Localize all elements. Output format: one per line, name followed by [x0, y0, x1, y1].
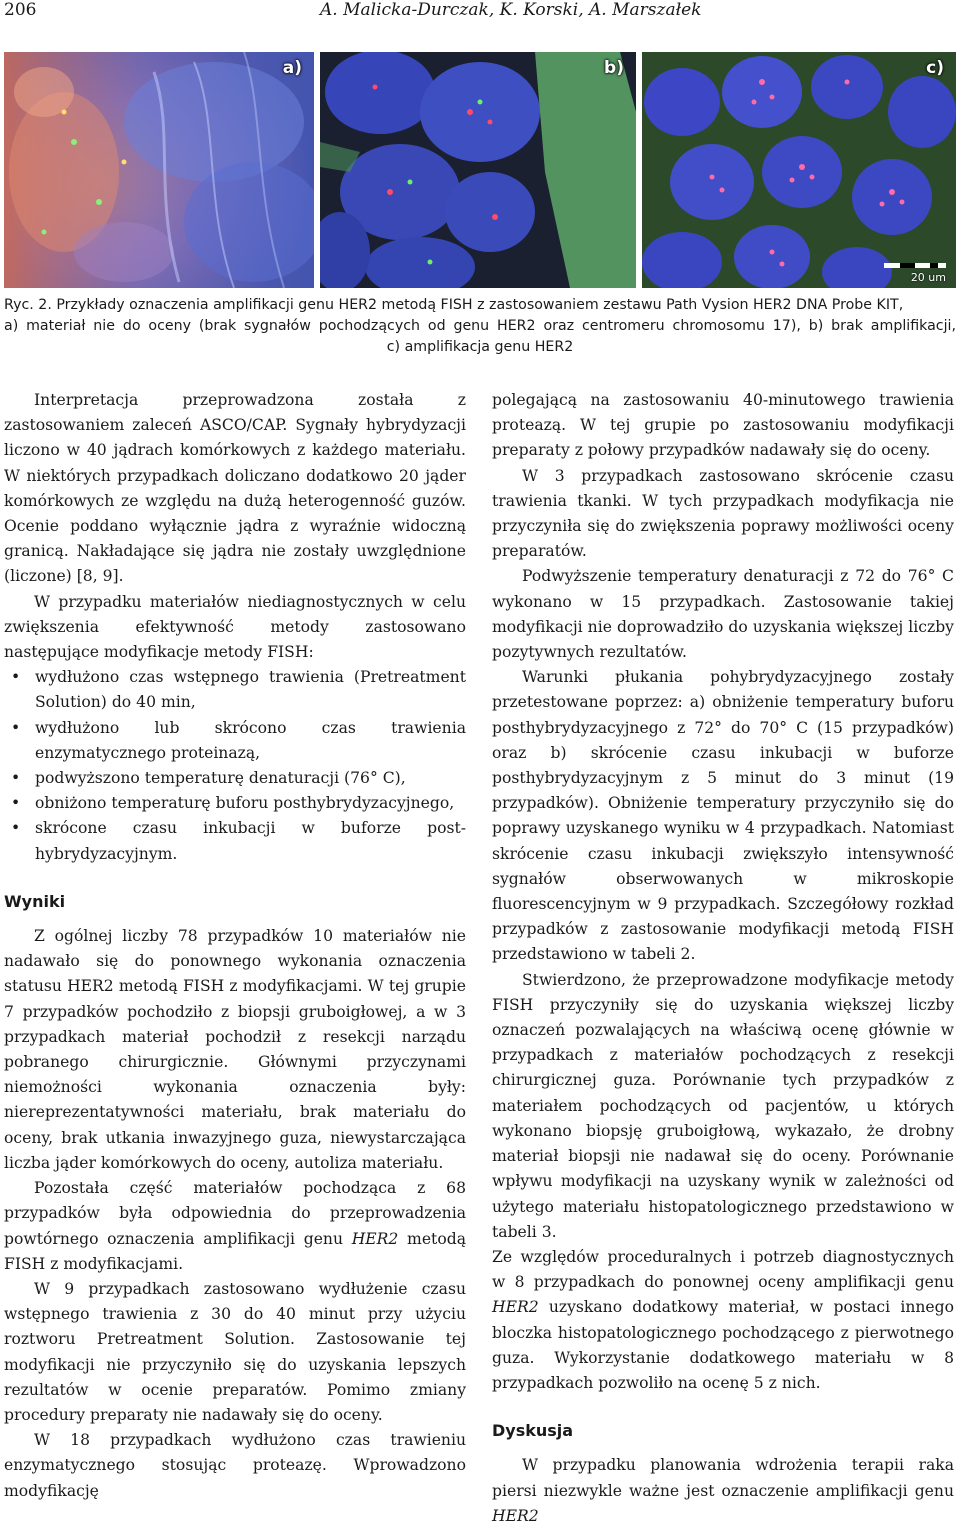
- fish-figure: [4, 52, 956, 288]
- left-column: [4, 388, 466, 1504]
- paragraph: W przypadku materiałów niediagnostycznych w celu zwiększenia efektywność metody zastosowano następujące modyfikacje metody FISH:: [4, 592, 466, 662]
- paragraph: Pozostała część materiałów pochodząca z 68 przypadków była odpowiednia do przeprowadzenia powtórnego oznaczenia amplifikacji genu HER2 metodą FISH z modyfikacjami.: [4, 1179, 466, 1273]
- figure-panel-b: [320, 52, 636, 288]
- list-item: • wydłużono czas wstępnego trawienia (Pretreatment Solution) do 40 min,: [4, 665, 466, 715]
- paragraph: Ze względów proceduralnych i potrzeb diagnostycznych w 8 przypadkach do ponownej oceny amplifikacji genu HER2 uzyskano dodatkowy materiał, w postaci innego bloczka histopatologicznego pochodzącego z pierwotnego guza. Wykorzystanie dodatkowego materiału w 8 przypadkach pozwoliło na ocenę 5 z nich.: [492, 1247, 954, 1392]
- paragraph: Stwierdzono, że przeprowadzone modyfikacje metody FISH przyczyniły się do uzyskania większej liczby oznaczeń pozwalających na właściwą ocenę głównie w przypadkach z materiałów pochodzących z resekcji chirurgicznej guza. Porównanie tych przypadków z materiałem pochodzących od pacjentów, u których wykonano biopsję gruboigłową, wykazało, że drobny materiał biopsji nie nadawał się do oceny. Porównanie wpływu modyfikacji na uzyskany wynik w zależności od użytego materiału histopatologicznego przedstawiono w tabeli 3.: [492, 970, 954, 1241]
- paragraph: polegającą na zastosowaniu 40-minutowego trawienia proteazą. W tej grupie po zastosowaniu modyfikacji preparaty z połowy przypadków nadawały się do oceny.: [492, 391, 954, 460]
- paragraph: Warunki płukania pohybrydyzacyjnego zostały przetestowane poprzez: a) obniżenie temperatury buforu posthybrydyzacyjnego z 72° do 70° C (15 przypadków) oraz b) skrócenie czasu inkubacji w buforze posthybrydyzacyjnym z 5 minut do 3 minut (19 przypadków). Obniżenie temperatury przyczyniło się do poprawy uzyskanego wyniku w 4 przypadkach. Natomiast skrócenie czasu inkubacji zwiększyło intensywność sygnałów obserwowanych w mikroskopie fluorescencyjnym w 9 przypadkach. Szczegółowy rozkład przypadków z zastosowanie modyfikacji metodą FISH przedstawiono w tabeli 2.: [492, 668, 954, 964]
- gene-name: HER2: [492, 1506, 539, 1525]
- figure-panel-c: [642, 52, 956, 288]
- panel-label-b: b): [604, 58, 624, 78]
- paragraph: Interpretacja przeprowadzona została z zastosowaniem zaleceń ASCO/CAP. Sygnały hybrydyzacji liczono w 40 jądrach komórkowych z każdego materiału. W niektórych przypadkach doliczano dodatkowo 20 jąder komórkowych ze względu na dużą heterogenność guzów. Ocenie poddano wyłącznie jądra z wyraźnie widoczną granicą. Nakładające się jądra nie zostały uwzględnione (liczone) [8, 9].: [4, 391, 466, 586]
- gene-name: HER2: [492, 1298, 539, 1317]
- panel-label-c: c): [926, 58, 944, 78]
- paragraph: Z ogólnej liczby 78 przypadków 10 materiałów nie nadawało się do ponownego wykonania oznaczenia statusu HER2 metodą FISH z modyfikacjami. W tej grupie 7 przypadków pochodziło z biopsji gruboigłowej, a w 3 przypadkach materiał pochodził z resekcji narządu pobranego chirurgicznie. Głównymi przyczynami niemożności wykonania oznaczenia były: niereprezentatywności materiału, brak materiału do oceny, brak utkania inwazyjnego guza, niewystarczająca liczba jąder komórkowych do oceny, autoliza materiału.: [4, 927, 466, 1172]
- page-number: 206: [4, 0, 37, 20]
- section-heading-discussion: Dyskusja: [492, 1421, 574, 1441]
- paragraph: W 18 przypadkach wydłużono czas trawieniu enzymatycznego stosując proteazę. Wprowadzono modyfikację: [4, 1431, 466, 1500]
- right-column: [492, 388, 954, 1529]
- panel-label-a: a): [282, 58, 302, 78]
- fish-image-a: [4, 52, 314, 288]
- list-item: • podwyższono temperaturę denaturacji (76° C),: [4, 766, 466, 791]
- caption-line-1: Ryc. 2. Przykłady oznaczenia amplifikacji genu HER2 metodą FISH z zastosowaniem zestawu Path Vysion HER2 DNA Probe KIT,: [4, 297, 904, 313]
- section-heading-results: Wyniki: [4, 891, 66, 911]
- paragraph: Podwyższenie temperatury denaturacji z 72 do 76° C wykonano w 15 przypadkach. Zastosowanie takiej modyfikacji nie doprowadziło do uzyskania większej liczby pozytywnych rezultatów.: [492, 567, 954, 662]
- paragraph: W 3 przypadkach zastosowano skrócenie czasu trawienia tkanki. W tych przypadkach modyfikacja nie przyczyniła się do zwiększenia poprawy możliwości oceny preparatów.: [492, 466, 954, 561]
- list-item: • obniżono temperaturę buforu posthybrydyzacyjnego,: [4, 791, 466, 816]
- figure-panel-a: [4, 52, 314, 288]
- figure-caption: [4, 295, 956, 358]
- running-authors: A. Malicka-Durczak, K. Korski, A. Marszałek: [320, 0, 702, 20]
- scale-bar-label: 20 um: [910, 271, 946, 284]
- scale-bar: [884, 263, 946, 268]
- fish-image-c: [642, 52, 956, 288]
- caption-line-3: c) amplifikacja genu HER2: [386, 339, 574, 355]
- paragraph: W przypadku planowania wdrożenia terapii raka piersi niezwykle ważne jest oznaczenie amplifikacji genu HER2: [492, 1456, 954, 1525]
- list-item: • skrócone czasu inkubacji w buforze post-hybrydyzacyjnym.: [4, 816, 466, 866]
- fish-image-b: [320, 52, 636, 288]
- gene-name: HER2: [351, 1229, 399, 1248]
- running-header: [4, 0, 956, 24]
- paragraph: W 9 przypadkach zastosowano wydłużenie czasu wstępnego trawienia z 30 do 40 minut przy użyciu roztworu Pretreatment Solution. Zastosowanie tej modyfikacji nie przyczyniło się do uzyskania lepszych rezultatów w ocenie preparatów. Pomimo zmiany procedury preparaty nie nadawały się do oceny.: [4, 1279, 466, 1424]
- modification-list: [4, 665, 466, 867]
- caption-line-2: a) materiał nie do oceny (brak sygnałów pochodzących od genu HER2 oraz centromeru chromosomu 17), b) brak amplifikacji,: [4, 318, 956, 334]
- list-item: • wydłużono lub skrócono czas trawienia enzymatycznego proteinazą,: [4, 716, 466, 766]
